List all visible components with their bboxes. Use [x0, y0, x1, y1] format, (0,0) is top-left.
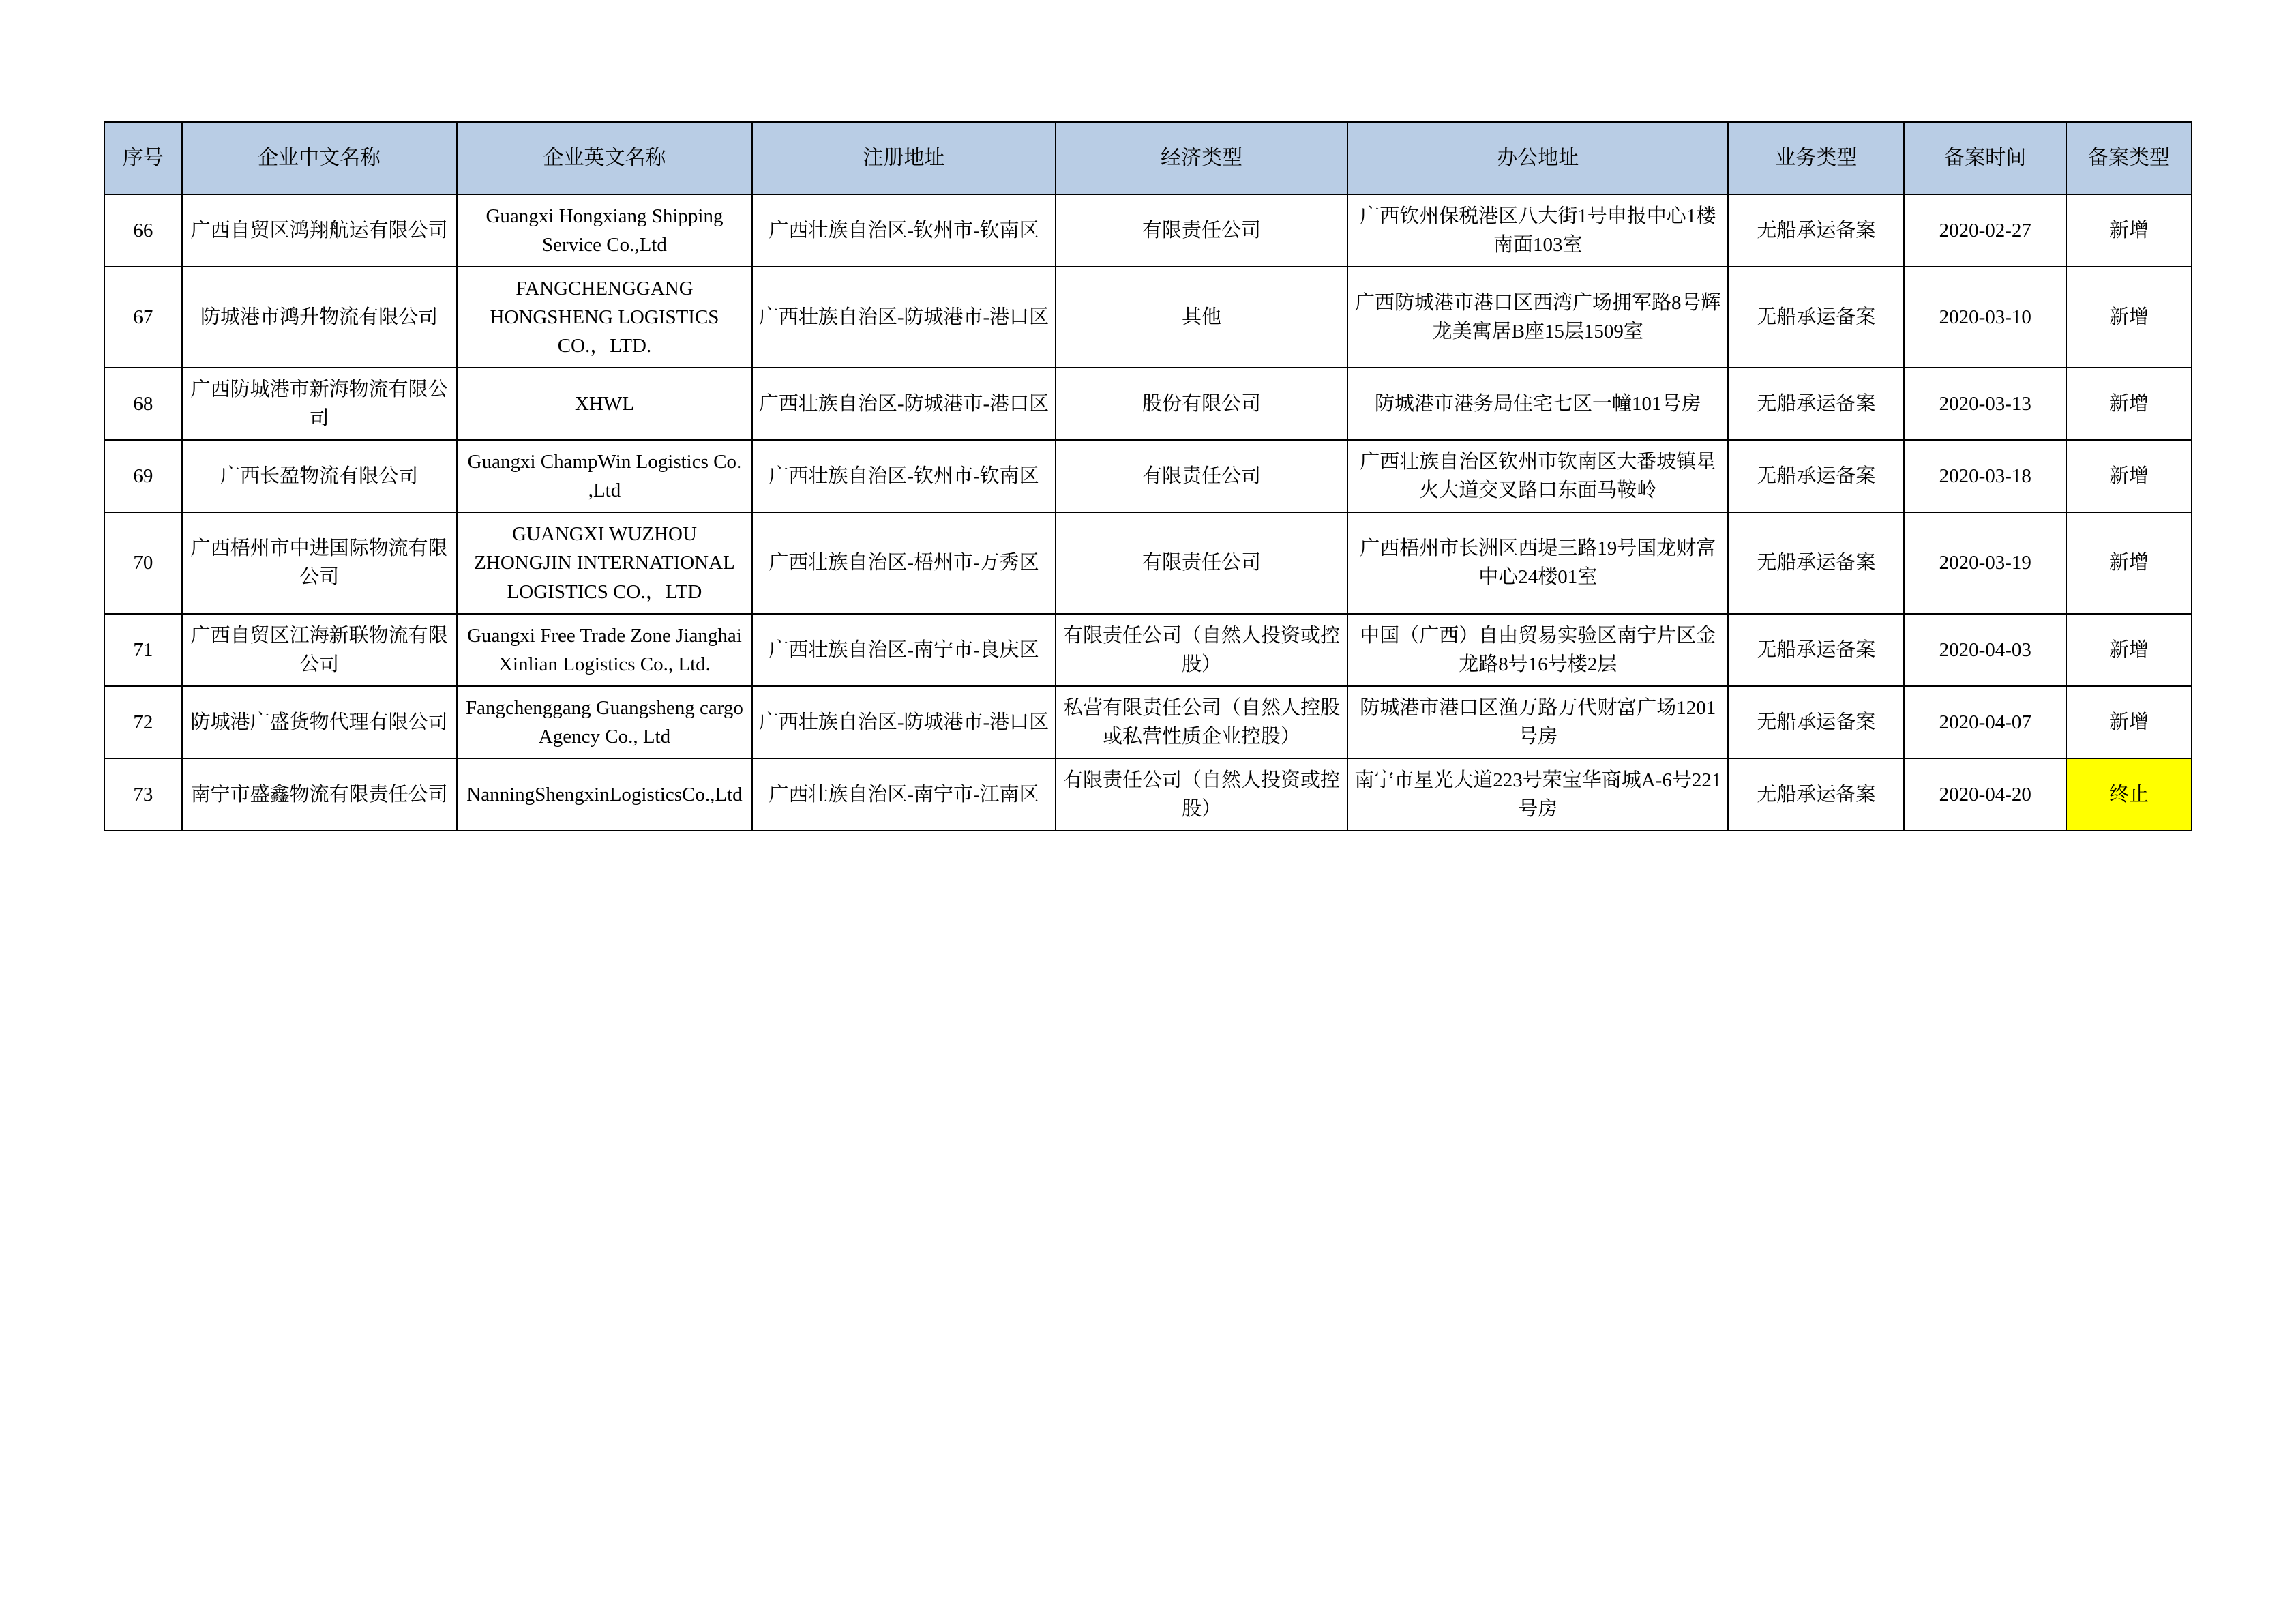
table-row	[104, 758, 2192, 831]
cell-registered-address: 广西壮族自治区-防城港市-港口区	[752, 368, 1055, 440]
column-header-index: 序号	[104, 122, 182, 194]
cell-record-date: 2020-03-10	[1904, 267, 2066, 368]
cell-economic-type: 股份有限公司	[1056, 368, 1348, 440]
cell-record-date: 2020-04-03	[1904, 614, 2066, 686]
cell-record-date: 2020-02-27	[1904, 194, 2066, 267]
cell-office-address: 中国（广西）自由贸易实验区南宁片区金龙路8号16号楼2层	[1347, 614, 1728, 686]
cell-business-type: 无船承运备案	[1728, 267, 1904, 368]
cell-chinese-name: 广西自贸区鸿翔航运有限公司	[182, 194, 457, 267]
table-row	[104, 267, 2192, 368]
cell-chinese-name: 防城港广盛货物代理有限公司	[182, 686, 457, 758]
cell-business-type: 无船承运备案	[1728, 512, 1904, 613]
column-header-economic-type: 经济类型	[1056, 122, 1348, 194]
cell-economic-type: 其他	[1056, 267, 1348, 368]
cell-registered-address: 广西壮族自治区-梧州市-万秀区	[752, 512, 1055, 613]
cell-index: 66	[104, 194, 182, 267]
cell-record-date: 2020-03-19	[1904, 512, 2066, 613]
cell-record-date: 2020-03-13	[1904, 368, 2066, 440]
cell-business-type: 无船承运备案	[1728, 686, 1904, 758]
cell-office-address: 南宁市星光大道223号荣宝华商城A-6号221号房	[1347, 758, 1728, 831]
cell-business-type: 无船承运备案	[1728, 440, 1904, 512]
cell-record-type: 终止	[2066, 758, 2192, 831]
table-row	[104, 194, 2192, 267]
cell-registered-address: 广西壮族自治区-南宁市-良庆区	[752, 614, 1055, 686]
cell-record-date: 2020-04-20	[1904, 758, 2066, 831]
column-header-record-date: 备案时间	[1904, 122, 2066, 194]
cell-chinese-name: 广西梧州市中进国际物流有限公司	[182, 512, 457, 613]
cell-economic-type: 有限责任公司（自然人投资或控股）	[1056, 758, 1348, 831]
cell-economic-type: 有限责任公司	[1056, 512, 1348, 613]
cell-index: 67	[104, 267, 182, 368]
column-header-chinese-name: 企业中文名称	[182, 122, 457, 194]
cell-registered-address: 广西壮族自治区-防城港市-港口区	[752, 686, 1055, 758]
cell-index: 73	[104, 758, 182, 831]
cell-chinese-name: 广西自贸区江海新联物流有限公司	[182, 614, 457, 686]
cell-record-date: 2020-03-18	[1904, 440, 2066, 512]
cell-registered-address: 广西壮族自治区-钦州市-钦南区	[752, 440, 1055, 512]
cell-index: 71	[104, 614, 182, 686]
cell-chinese-name: 防城港市鸿升物流有限公司	[182, 267, 457, 368]
cell-record-type: 新增	[2066, 368, 2192, 440]
cell-business-type: 无船承运备案	[1728, 368, 1904, 440]
cell-english-name: Guangxi Hongxiang Shipping Service Co.,Ltd	[457, 194, 753, 267]
cell-chinese-name: 南宁市盛鑫物流有限责任公司	[182, 758, 457, 831]
table-row	[104, 614, 2192, 686]
table-body	[104, 194, 2192, 831]
column-header-registered-address: 注册地址	[752, 122, 1055, 194]
registration-table	[104, 121, 2192, 831]
cell-index: 72	[104, 686, 182, 758]
cell-business-type: 无船承运备案	[1728, 194, 1904, 267]
cell-office-address: 防城港市港口区渔万路万代财富广场1201号房	[1347, 686, 1728, 758]
cell-record-type: 新增	[2066, 440, 2192, 512]
cell-english-name: XHWL	[457, 368, 753, 440]
cell-english-name: Guangxi ChampWin Logistics Co. ,Ltd	[457, 440, 753, 512]
table-header-row	[104, 122, 2192, 194]
column-header-english-name: 企业英文名称	[457, 122, 753, 194]
table-row	[104, 440, 2192, 512]
cell-registered-address: 广西壮族自治区-防城港市-港口区	[752, 267, 1055, 368]
table-row	[104, 686, 2192, 758]
cell-english-name: Guangxi Free Trade Zone Jianghai Xinlian Logistics Co., Ltd.	[457, 614, 753, 686]
cell-record-type: 新增	[2066, 194, 2192, 267]
cell-chinese-name: 广西防城港市新海物流有限公司	[182, 368, 457, 440]
cell-office-address: 广西壮族自治区钦州市钦南区大番坡镇星火大道交叉路口东面马鞍岭	[1347, 440, 1728, 512]
cell-office-address: 广西防城港市港口区西湾广场拥军路8号辉龙美寓居B座15层1509室	[1347, 267, 1728, 368]
table-row	[104, 512, 2192, 613]
cell-business-type: 无船承运备案	[1728, 758, 1904, 831]
cell-economic-type: 有限责任公司（自然人投资或控股）	[1056, 614, 1348, 686]
cell-business-type: 无船承运备案	[1728, 614, 1904, 686]
cell-record-type: 新增	[2066, 512, 2192, 613]
cell-office-address: 广西梧州市长洲区西堤三路19号国龙财富中心24楼01室	[1347, 512, 1728, 613]
cell-english-name: NanningShengxinLogisticsCo.,Ltd	[457, 758, 753, 831]
cell-registered-address: 广西壮族自治区-南宁市-江南区	[752, 758, 1055, 831]
cell-office-address: 防城港市港务局住宅七区一幢101号房	[1347, 368, 1728, 440]
cell-record-date: 2020-04-07	[1904, 686, 2066, 758]
cell-record-type: 新增	[2066, 686, 2192, 758]
column-header-office-address: 办公地址	[1347, 122, 1728, 194]
cell-chinese-name: 广西长盈物流有限公司	[182, 440, 457, 512]
cell-record-type: 新增	[2066, 614, 2192, 686]
cell-registered-address: 广西壮族自治区-钦州市-钦南区	[752, 194, 1055, 267]
cell-record-type: 新增	[2066, 267, 2192, 368]
cell-index: 70	[104, 512, 182, 613]
cell-economic-type: 有限责任公司	[1056, 440, 1348, 512]
cell-english-name: GUANGXI WUZHOU ZHONGJIN INTERNATIONAL LOGISTICS CO.，LTD	[457, 512, 753, 613]
cell-economic-type: 私营有限责任公司（自然人控股或私营性质企业控股）	[1056, 686, 1348, 758]
table-row	[104, 368, 2192, 440]
column-header-business-type: 业务类型	[1728, 122, 1904, 194]
column-header-record-type: 备案类型	[2066, 122, 2192, 194]
cell-index: 68	[104, 368, 182, 440]
cell-index: 69	[104, 440, 182, 512]
cell-economic-type: 有限责任公司	[1056, 194, 1348, 267]
cell-english-name: FANGCHENGGANG HONGSHENG LOGISTICS CO.，LTD.	[457, 267, 753, 368]
cell-english-name: Fangchenggang Guangsheng cargo Agency Co., Ltd	[457, 686, 753, 758]
cell-office-address: 广西钦州保税港区八大街1号申报中心1楼南面103室	[1347, 194, 1728, 267]
